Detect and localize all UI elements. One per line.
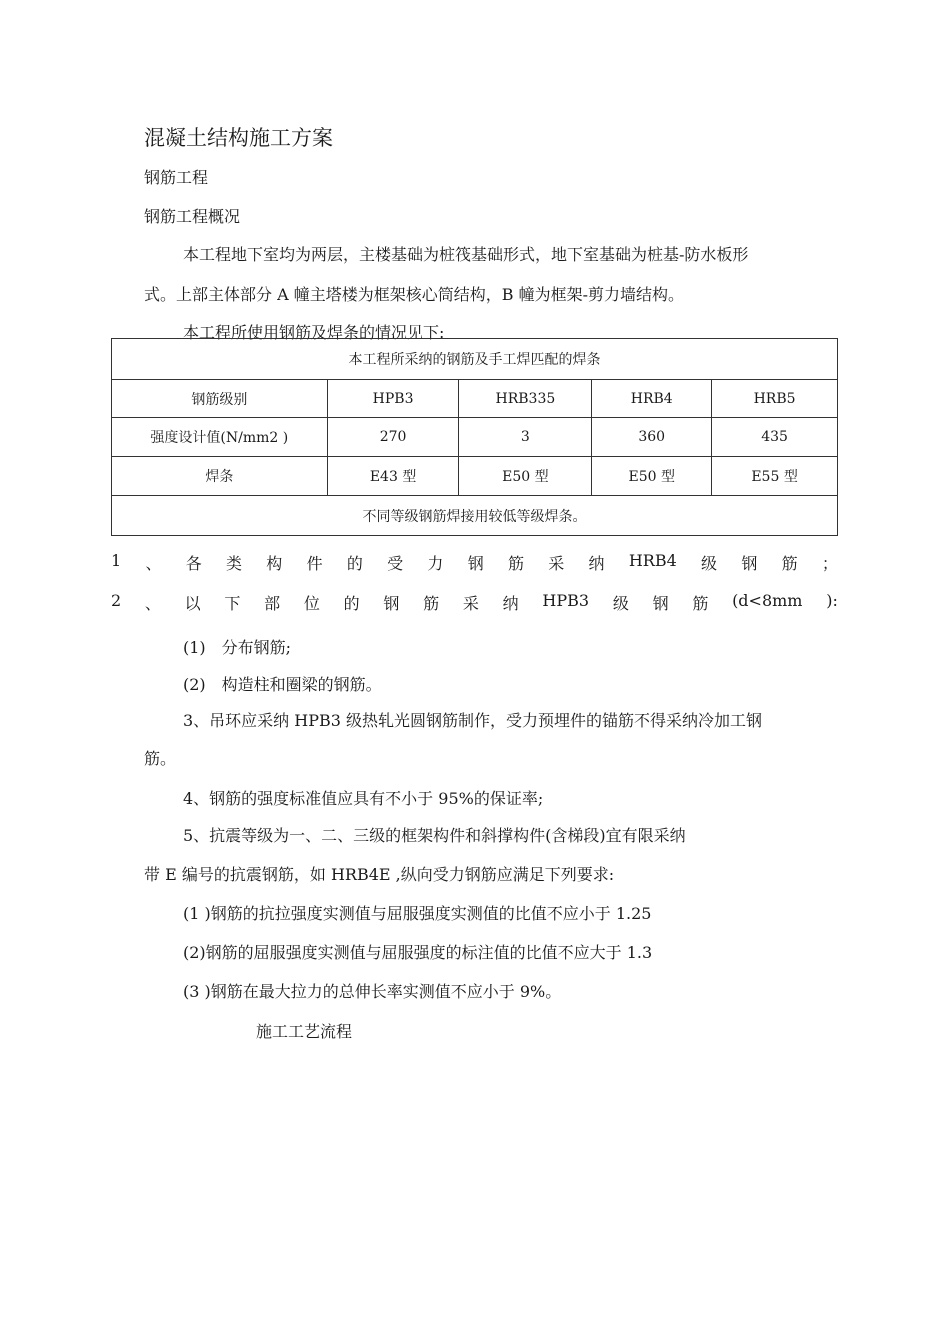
item-token: HPB3	[542, 591, 590, 610]
process-heading: 施工工艺流程	[256, 1022, 353, 1041]
requirement-1: (1 )钢筋的抗拉强度实测值与屈服强度实测值的比值不应小于 1.25	[183, 904, 652, 923]
item-2-justified	[111, 591, 838, 614]
item-token: 下	[224, 594, 241, 613]
item-4: 4、钢筋的强度标准值应具有不小于 95%的保证率;	[183, 789, 544, 808]
item-token: 受	[387, 554, 404, 573]
item-1-justified	[111, 551, 838, 574]
item-token: 钢	[467, 554, 484, 573]
overview-paragraph-line-2: 式。上部主体部分 A 幢主塔楼为框架核心筒结构，B 幢为框架-剪力墙结构。	[144, 285, 684, 304]
table-caption: 本工程所采纳的钢筋及手工焊匹配的焊条	[112, 339, 838, 380]
document-title: 混凝土结构施工方案	[144, 126, 333, 150]
item-token: 构	[266, 554, 283, 573]
table-cell: 钢筋级别	[112, 380, 328, 418]
item-token: 纳	[588, 554, 605, 573]
requirement-2: (2)钢筋的屈服强度实测值与屈服强度的标注值的比值不应大于 1.3	[183, 943, 653, 962]
table-cell: 强度设计值(N/mm2 )	[112, 418, 328, 457]
section-heading: 钢筋工程	[144, 168, 209, 187]
item-token: 以	[184, 594, 201, 613]
sub-item-1: (1) 分布钢筋;	[183, 638, 292, 657]
table-cell: 270	[327, 418, 459, 457]
table-cell: E55 型	[712, 457, 838, 496]
item-token: 筋	[781, 554, 798, 573]
item-token: 级	[612, 594, 629, 613]
table-cell: E50 型	[592, 457, 712, 496]
item-token: 件	[306, 554, 323, 573]
item-token: 各	[185, 554, 202, 573]
item-3-line-2: 筋。	[144, 749, 177, 768]
item-5-line-2: 带 E 编号的抗震钢筋，如 HRB4E ,纵向受力钢筋应满足下列要求:	[144, 865, 615, 884]
table-cell: HRB5	[712, 380, 838, 418]
overview-paragraph-line-1: 本工程地下室均为两层，主楼基础为桩筏基础形式，地下室基础为桩基-防水板形	[183, 245, 749, 264]
item-token: 筋	[423, 594, 440, 613]
item-token: 钢	[383, 594, 400, 613]
rebar-electrode-table	[111, 338, 838, 536]
item-token: 力	[427, 554, 444, 573]
table-row-grade	[112, 380, 838, 418]
sub-item-2: (2) 构造柱和圈梁的钢筋。	[183, 675, 382, 694]
item-5-line-1: 5、抗震等级为一、二、三级的框架构件和斜撑构件(含梯段)宜有限采纳	[183, 826, 686, 845]
item-token: 的	[343, 594, 360, 613]
item-token: 钢	[652, 594, 669, 613]
table-cell: E43 型	[327, 457, 459, 496]
item-token: 、	[145, 554, 162, 573]
item-token: 筋	[507, 554, 524, 573]
table-cell: 435	[712, 418, 838, 457]
item-token: 2	[111, 591, 122, 610]
table-cell: 3	[459, 418, 592, 457]
item-token: 筋	[692, 594, 709, 613]
item-token: ):	[826, 591, 838, 610]
table-cell: 焊条	[112, 457, 328, 496]
item-token: 纳	[502, 594, 519, 613]
table-cell: HPB3	[327, 380, 459, 418]
requirement-3: (3 )钢筋在最大拉力的总伸长率实测值不应小于 9%。	[183, 982, 562, 1001]
table-cell: HRB335	[459, 380, 592, 418]
item-token: 位	[303, 594, 320, 613]
table-cell: E50 型	[459, 457, 592, 496]
table-intro-paragraph: 本工程所使用钢筋及焊条的情况见下:	[183, 323, 445, 342]
item-token: 部	[264, 594, 281, 613]
item-token: ；	[821, 554, 838, 573]
table-cell: 360	[592, 418, 712, 457]
table-row-strength	[112, 418, 838, 457]
item-3-line-1: 3、吊环应采纳 HPB3 级热轧光圆钢筋制作，受力预埋件的锚筋不得采纳冷加工钢	[183, 711, 763, 730]
item-token: 级	[701, 554, 718, 573]
item-token: 的	[346, 554, 363, 573]
item-token: 类	[226, 554, 243, 573]
item-token: 1	[111, 551, 122, 570]
table-row-electrode	[112, 457, 838, 496]
table-cell: HRB4	[592, 380, 712, 418]
item-token: (d<8mm	[732, 591, 803, 610]
item-token: HRB4	[628, 551, 677, 570]
item-token: 钢	[741, 554, 758, 573]
item-token: 采	[462, 594, 479, 613]
item-token: 、	[144, 594, 161, 613]
item-token: 采	[548, 554, 565, 573]
subsection-heading: 钢筋工程概况	[144, 207, 241, 226]
table-footer-note: 不同等级钢筋焊接用较低等级焊条。	[112, 496, 838, 536]
